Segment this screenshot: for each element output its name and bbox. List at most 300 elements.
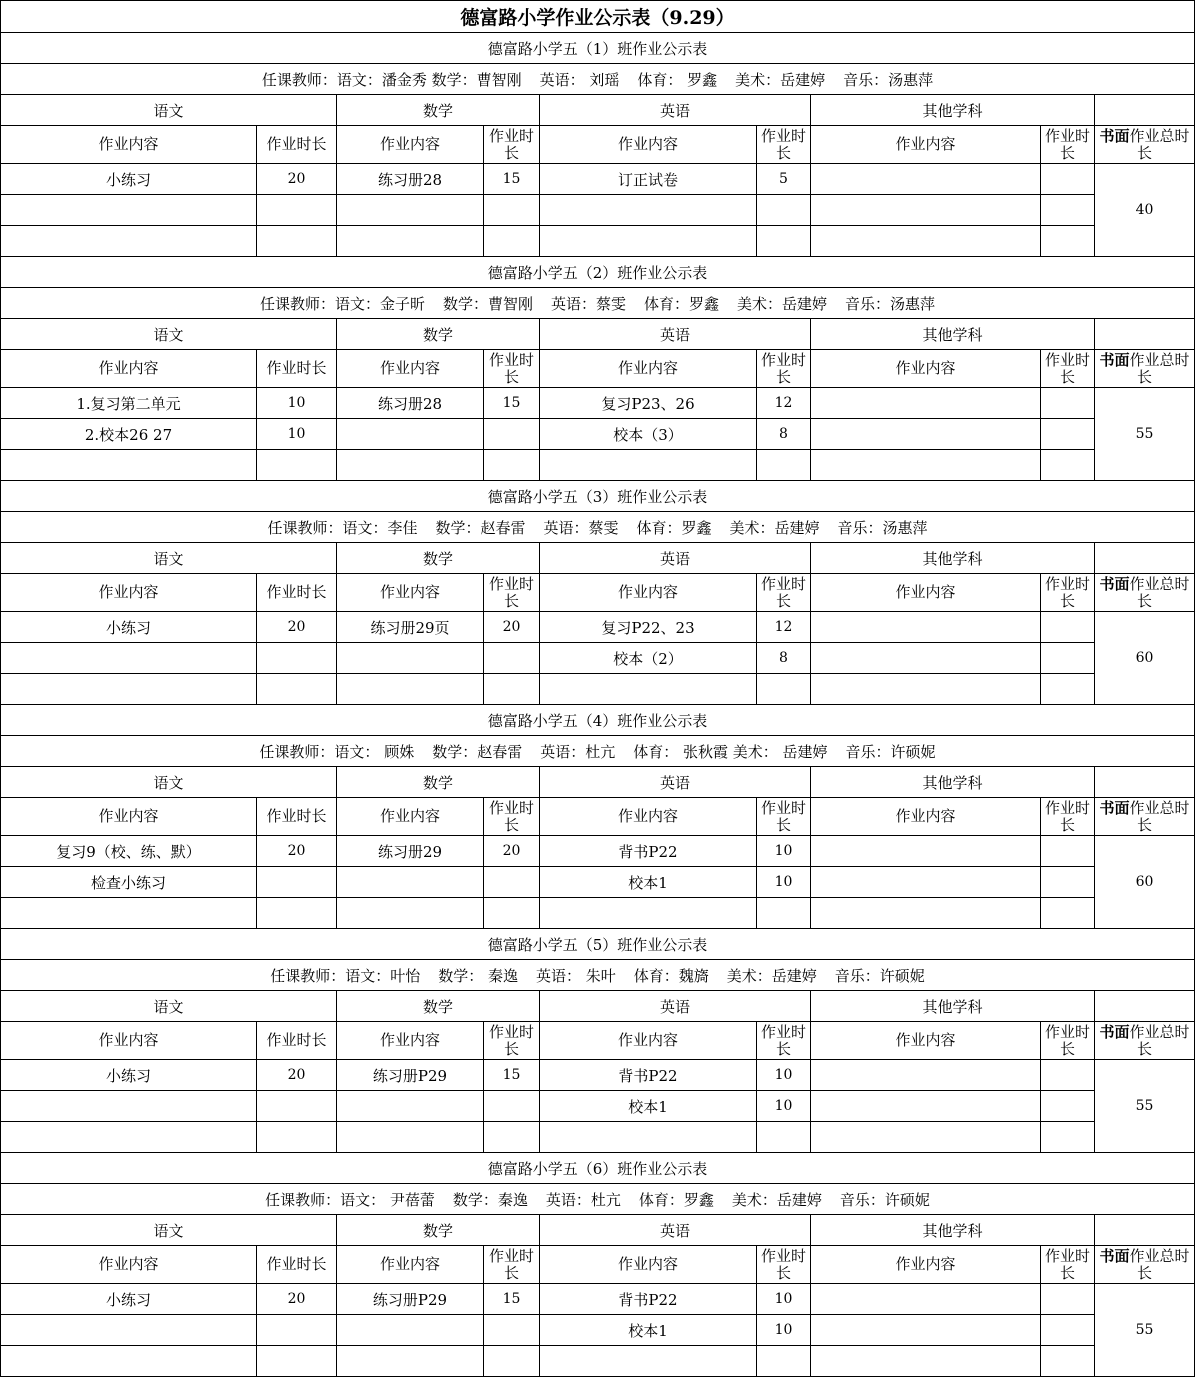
english-content: 背书P22 (540, 836, 757, 867)
english-duration (757, 195, 811, 226)
homework-row (1, 388, 1195, 419)
chinese-content: 小练习 (1, 164, 257, 195)
other-duration (1041, 1122, 1095, 1153)
teacher-entry: 数学： 秦逸 (438, 966, 518, 985)
chinese-content (1, 195, 257, 226)
header-content: 作业内容 (337, 798, 484, 836)
other-content (811, 226, 1041, 257)
header-content: 作业内容 (811, 1246, 1041, 1284)
other-content (811, 164, 1041, 195)
math-duration (484, 450, 540, 481)
subject-blank (1095, 95, 1195, 126)
header-duration: 作业时长 (257, 574, 337, 612)
class-heading: 德富路小学五（1）班作业公示表 (1, 33, 1195, 64)
other-duration (1041, 612, 1095, 643)
chinese-content (1, 226, 257, 257)
subject-row (1, 1215, 1195, 1246)
header-duration: 作业时长 (1041, 1246, 1095, 1284)
header-duration: 作业时长 (484, 1246, 540, 1284)
math-content (337, 643, 484, 674)
chinese-content: 检查小练习 (1, 867, 257, 898)
english-content: 订正试卷 (540, 164, 757, 195)
english-duration (757, 674, 811, 705)
class-heading: 德富路小学五（2）班作业公示表 (1, 257, 1195, 288)
homework-row (1, 674, 1195, 705)
teacher-entry: 音乐：许硕妮 (839, 1190, 930, 1209)
english-duration: 10 (757, 836, 811, 867)
english-duration: 8 (757, 419, 811, 450)
other-duration (1041, 226, 1095, 257)
teacher-entry: 体育：罗鑫 (644, 294, 720, 313)
header-duration: 作业时长 (484, 1022, 540, 1060)
chinese-duration (257, 1346, 337, 1377)
teacher-entry: 英语： 朱叶 (535, 966, 616, 985)
english-content (540, 450, 757, 481)
homework-row (1, 1091, 1195, 1122)
teacher-entry: 数学：赵春雷 (435, 518, 526, 537)
math-content: 练习册29页 (337, 612, 484, 643)
english-duration: 10 (757, 1315, 811, 1346)
header-duration: 作业时长 (1041, 350, 1095, 388)
teacher-entry: 体育：魏旖 (633, 966, 709, 985)
teacher-entry: 数学：秦逸 (452, 1190, 528, 1209)
teacher-entry: 音乐：汤惠萍 (845, 294, 936, 313)
other-content (811, 836, 1041, 867)
header-content: 作业内容 (1, 798, 257, 836)
homework-row (1, 450, 1195, 481)
teacher-entry: 美术：岳建婷 (731, 1190, 822, 1209)
header-total (1095, 1246, 1195, 1284)
math-duration: 15 (484, 1284, 540, 1315)
class-heading-row (1, 705, 1195, 736)
header-duration: 作业时长 (257, 798, 337, 836)
teacher-entry: 英语：蔡雯 (543, 518, 619, 537)
math-content (337, 1091, 484, 1122)
teachers-line (1, 1184, 1195, 1215)
chinese-content (1, 643, 257, 674)
header-content: 作业内容 (540, 1246, 757, 1284)
class-heading: 德富路小学五（3）班作业公示表 (1, 481, 1195, 512)
chinese-duration: 20 (257, 836, 337, 867)
math-content (337, 1122, 484, 1153)
header-total-bold: 书面 (1099, 798, 1130, 817)
math-duration (484, 1091, 540, 1122)
chinese-duration: 20 (257, 1284, 337, 1315)
header-duration: 作业时长 (257, 126, 337, 164)
subject-blank (1095, 991, 1195, 1022)
subject-chinese: 语文 (1, 767, 337, 798)
math-content (337, 419, 484, 450)
other-duration (1041, 1091, 1095, 1122)
header-total-bold: 书面 (1099, 350, 1130, 369)
header-duration: 作业时长 (757, 1246, 811, 1284)
homework-row (1, 1284, 1195, 1315)
subject-other: 其他学科 (811, 767, 1095, 798)
other-duration (1041, 674, 1095, 705)
math-content: 练习册P29 (337, 1060, 484, 1091)
subject-chinese: 语文 (1, 319, 337, 350)
teacher-entry: 美术：岳建婷 (726, 966, 817, 985)
subject-english: 英语 (540, 1215, 811, 1246)
other-duration (1041, 195, 1095, 226)
other-content (811, 419, 1041, 450)
english-content: 校本（3） (540, 419, 757, 450)
subject-other: 其他学科 (811, 1215, 1095, 1246)
homework-row (1, 1122, 1195, 1153)
chinese-duration (257, 450, 337, 481)
chinese-duration (257, 1091, 337, 1122)
math-content (337, 898, 484, 929)
other-duration (1041, 419, 1095, 450)
teacher-entry: 数学：曹智刚 (442, 294, 533, 313)
other-duration (1041, 836, 1095, 867)
chinese-duration (257, 898, 337, 929)
subject-blank (1095, 543, 1195, 574)
other-duration (1041, 1315, 1095, 1346)
header-duration: 作业时长 (1041, 798, 1095, 836)
english-duration: 8 (757, 643, 811, 674)
teachers-row (1, 288, 1195, 319)
english-duration (757, 898, 811, 929)
teacher-entry: 美术：岳建婷 (735, 70, 826, 89)
other-content (811, 867, 1041, 898)
other-duration (1041, 1346, 1095, 1377)
other-content (811, 388, 1041, 419)
english-content: 校本1 (540, 1091, 757, 1122)
teacher-entry: 任课教师：语文：叶怡 (270, 966, 421, 985)
subject-chinese: 语文 (1, 991, 337, 1022)
header-total-bold: 书面 (1099, 1022, 1130, 1041)
math-duration (484, 1346, 540, 1377)
column-header-row (1, 1022, 1195, 1060)
teacher-entry: 英语：杜亢 (545, 1190, 621, 1209)
teacher-entry: 音乐：许硕妮 (845, 742, 936, 761)
english-duration: 10 (757, 1091, 811, 1122)
header-duration: 作业时长 (1041, 126, 1095, 164)
chinese-duration: 20 (257, 612, 337, 643)
subject-blank (1095, 319, 1195, 350)
math-duration (484, 419, 540, 450)
subject-english: 英语 (540, 319, 811, 350)
chinese-duration: 20 (257, 164, 337, 195)
subject-english: 英语 (540, 543, 811, 574)
english-duration (757, 1122, 811, 1153)
other-duration (1041, 643, 1095, 674)
header-content: 作业内容 (1, 1246, 257, 1284)
math-duration (484, 195, 540, 226)
subject-math: 数学 (337, 1215, 540, 1246)
header-duration: 作业时长 (484, 798, 540, 836)
chinese-content: 小练习 (1, 612, 257, 643)
subject-chinese: 语文 (1, 543, 337, 574)
english-content: 校本（2） (540, 643, 757, 674)
teachers-line (1, 736, 1195, 767)
math-content: 练习册29 (337, 836, 484, 867)
title-row (1, 1, 1195, 33)
chinese-content (1, 674, 257, 705)
chinese-duration: 10 (257, 388, 337, 419)
header-duration: 作业时长 (757, 126, 811, 164)
teachers-row (1, 960, 1195, 991)
subject-other: 其他学科 (811, 991, 1095, 1022)
other-content (811, 1060, 1041, 1091)
chinese-content: 复习9（校、练、默） (1, 836, 257, 867)
subject-other: 其他学科 (811, 543, 1095, 574)
teacher-entry: 体育： 罗鑫 (637, 70, 718, 89)
other-content (811, 195, 1041, 226)
header-duration: 作业时长 (757, 798, 811, 836)
math-duration: 15 (484, 164, 540, 195)
english-duration: 12 (757, 388, 811, 419)
subject-chinese: 语文 (1, 95, 337, 126)
header-duration: 作业时长 (757, 350, 811, 388)
subject-math: 数学 (337, 319, 540, 350)
teachers-line (1, 288, 1195, 319)
teacher-entry: 体育： 张秋霞 美术： 岳建婷 (633, 742, 828, 761)
chinese-duration (257, 195, 337, 226)
chinese-content (1, 1122, 257, 1153)
math-duration: 15 (484, 1060, 540, 1091)
other-content (811, 1346, 1041, 1377)
header-duration: 作业时长 (257, 350, 337, 388)
teacher-entry: 英语：蔡雯 (550, 294, 626, 313)
header-total (1095, 126, 1195, 164)
other-duration (1041, 1284, 1095, 1315)
header-total-rest: 作业总时长 (1129, 1246, 1190, 1282)
total-duration: 55 (1095, 1060, 1195, 1153)
math-duration: 20 (484, 836, 540, 867)
header-content: 作业内容 (540, 126, 757, 164)
column-header-row (1, 126, 1195, 164)
header-duration: 作业时长 (1041, 1022, 1095, 1060)
chinese-duration (257, 226, 337, 257)
column-header-row (1, 798, 1195, 836)
class-heading-row (1, 1153, 1195, 1184)
math-duration (484, 1315, 540, 1346)
subject-chinese: 语文 (1, 1215, 337, 1246)
english-content (540, 1346, 757, 1377)
teacher-entry: 任课教师：语文：金子昕 (259, 294, 425, 313)
teachers-row (1, 736, 1195, 767)
math-content (337, 1346, 484, 1377)
header-total (1095, 1022, 1195, 1060)
math-content: 练习册P29 (337, 1284, 484, 1315)
chinese-content (1, 1346, 257, 1377)
math-content (337, 450, 484, 481)
subject-math: 数学 (337, 991, 540, 1022)
other-content (811, 1284, 1041, 1315)
math-duration (484, 867, 540, 898)
teachers-row (1, 64, 1195, 95)
header-content: 作业内容 (811, 350, 1041, 388)
chinese-duration (257, 1315, 337, 1346)
other-content (811, 898, 1041, 929)
subject-row (1, 543, 1195, 574)
header-content: 作业内容 (811, 574, 1041, 612)
header-total-rest: 作业总时长 (1129, 126, 1190, 162)
teachers-row (1, 1184, 1195, 1215)
chinese-content: 2.校本26 27 (1, 419, 257, 450)
header-duration: 作业时长 (757, 1022, 811, 1060)
header-total (1095, 350, 1195, 388)
total-duration: 55 (1095, 388, 1195, 481)
chinese-duration: 20 (257, 1060, 337, 1091)
header-content: 作业内容 (811, 1022, 1041, 1060)
teacher-entry: 数学：赵春雷 (432, 742, 523, 761)
teacher-entry: 美术：岳建婷 (737, 294, 828, 313)
header-duration: 作业时长 (757, 574, 811, 612)
header-total-rest: 作业总时长 (1129, 574, 1190, 610)
teacher-entry: 体育：罗鑫 (638, 1190, 714, 1209)
chinese-duration (257, 643, 337, 674)
english-duration (757, 226, 811, 257)
homework-row (1, 836, 1195, 867)
header-duration: 作业时长 (257, 1246, 337, 1284)
header-content: 作业内容 (1, 126, 257, 164)
page-title: 德富路小学作业公示表（9.29） (1, 1, 1195, 33)
header-total (1095, 798, 1195, 836)
chinese-content (1, 1315, 257, 1346)
homework-row (1, 898, 1195, 929)
teacher-entry: 英语：杜亢 (540, 742, 616, 761)
english-duration (757, 450, 811, 481)
homework-row (1, 867, 1195, 898)
english-content: 背书P22 (540, 1060, 757, 1091)
teacher-entry: 美术：岳建婷 (729, 518, 820, 537)
math-content (337, 195, 484, 226)
homework-row (1, 1315, 1195, 1346)
other-content (811, 643, 1041, 674)
other-content (811, 612, 1041, 643)
english-duration: 10 (757, 1284, 811, 1315)
teacher-entry: 任课教师：语文： 尹蓓蕾 (265, 1190, 435, 1209)
teachers-row (1, 512, 1195, 543)
math-duration (484, 898, 540, 929)
header-total-bold: 书面 (1099, 1246, 1130, 1265)
other-duration (1041, 867, 1095, 898)
header-content: 作业内容 (540, 574, 757, 612)
header-total-bold: 书面 (1099, 126, 1130, 145)
teacher-entry: 任课教师：语文：潘金秀 数学：曹智刚 (261, 70, 522, 89)
math-duration: 20 (484, 612, 540, 643)
math-content (337, 867, 484, 898)
subject-math: 数学 (337, 767, 540, 798)
chinese-content: 小练习 (1, 1284, 257, 1315)
homework-row (1, 612, 1195, 643)
english-content: 复习P22、23 (540, 612, 757, 643)
math-duration (484, 643, 540, 674)
header-total-rest: 作业总时长 (1129, 798, 1190, 834)
chinese-duration (257, 867, 337, 898)
header-total (1095, 574, 1195, 612)
subject-row (1, 319, 1195, 350)
class-heading-row (1, 929, 1195, 960)
class-heading: 德富路小学五（6）班作业公示表 (1, 1153, 1195, 1184)
english-duration: 10 (757, 1060, 811, 1091)
teacher-entry: 体育：罗鑫 (636, 518, 712, 537)
math-content (337, 1315, 484, 1346)
total-duration: 55 (1095, 1284, 1195, 1377)
teachers-line (1, 64, 1195, 95)
header-duration: 作业时长 (484, 126, 540, 164)
other-content (811, 1315, 1041, 1346)
homework-row (1, 1346, 1195, 1377)
class-heading-row (1, 257, 1195, 288)
subject-math: 数学 (337, 95, 540, 126)
other-content (811, 1091, 1041, 1122)
english-content: 背书P22 (540, 1284, 757, 1315)
english-content (540, 195, 757, 226)
chinese-duration (257, 1122, 337, 1153)
chinese-content (1, 898, 257, 929)
other-duration (1041, 388, 1095, 419)
math-duration (484, 674, 540, 705)
other-duration (1041, 898, 1095, 929)
math-duration (484, 226, 540, 257)
subject-math: 数学 (337, 543, 540, 574)
header-content: 作业内容 (540, 350, 757, 388)
header-duration: 作业时长 (484, 350, 540, 388)
subject-blank (1095, 767, 1195, 798)
subject-english: 英语 (540, 767, 811, 798)
total-duration: 60 (1095, 836, 1195, 929)
english-duration: 12 (757, 612, 811, 643)
subject-english: 英语 (540, 991, 811, 1022)
subject-other: 其他学科 (811, 319, 1095, 350)
teacher-entry: 音乐：许硕妮 (834, 966, 925, 985)
total-duration: 60 (1095, 612, 1195, 705)
english-duration (757, 1346, 811, 1377)
total-duration: 40 (1095, 164, 1195, 257)
chinese-duration (257, 674, 337, 705)
column-header-row (1, 574, 1195, 612)
other-duration (1041, 164, 1095, 195)
header-content: 作业内容 (337, 574, 484, 612)
header-content: 作业内容 (811, 126, 1041, 164)
teachers-line (1, 960, 1195, 991)
english-content: 校本1 (540, 867, 757, 898)
english-duration: 5 (757, 164, 811, 195)
homework-row (1, 226, 1195, 257)
header-total-rest: 作业总时长 (1129, 350, 1190, 386)
column-header-row (1, 1246, 1195, 1284)
header-content: 作业内容 (337, 350, 484, 388)
subject-row (1, 767, 1195, 798)
homework-row (1, 643, 1195, 674)
class-heading: 德富路小学五（5）班作业公示表 (1, 929, 1195, 960)
other-content (811, 1122, 1041, 1153)
chinese-content (1, 1091, 257, 1122)
chinese-content: 1.复习第二单元 (1, 388, 257, 419)
english-content (540, 226, 757, 257)
math-content (337, 674, 484, 705)
column-header-row (1, 350, 1195, 388)
other-duration (1041, 1060, 1095, 1091)
chinese-content (1, 450, 257, 481)
header-content: 作业内容 (1, 574, 257, 612)
math-content: 练习册28 (337, 164, 484, 195)
english-content (540, 1122, 757, 1153)
other-duration (1041, 450, 1095, 481)
header-content: 作业内容 (1, 350, 257, 388)
math-content (337, 226, 484, 257)
other-content (811, 674, 1041, 705)
header-total-bold: 书面 (1099, 574, 1130, 593)
teachers-line (1, 512, 1195, 543)
homework-row (1, 164, 1195, 195)
header-duration: 作业时长 (484, 574, 540, 612)
homework-row (1, 195, 1195, 226)
